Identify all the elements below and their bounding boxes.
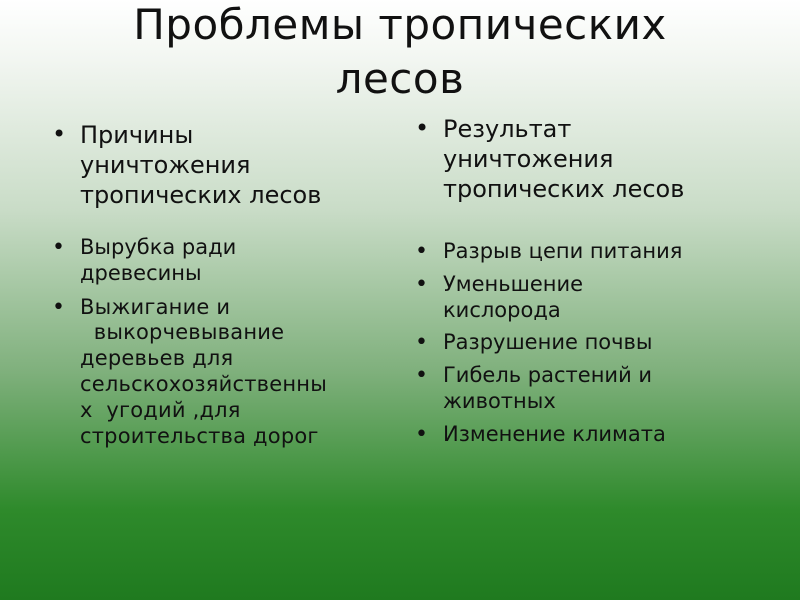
right-column-header — [415, 114, 775, 204]
left-list-item — [52, 295, 402, 450]
bullet-icon: • — [52, 235, 65, 260]
right-column-header-text: Результат уничтожения тропических лесов — [443, 115, 685, 203]
slide-title-line-2: лесов — [335, 53, 465, 103]
right-list-item — [415, 422, 775, 448]
bullet-icon: • — [415, 330, 428, 356]
left-list-item-text: Выжигание и выкорчевывание деревьев для сельскохозяйственны х угодий ,для строительства дорог — [80, 294, 327, 448]
right-list-item — [415, 239, 775, 265]
bullet-icon: • — [415, 363, 428, 389]
right-list-item — [415, 272, 775, 324]
bullet-icon: • — [415, 114, 430, 142]
slide-title — [0, 0, 800, 103]
bullet-icon: • — [52, 120, 67, 148]
right-list-item — [415, 363, 775, 415]
left-column-header — [52, 120, 402, 210]
right-list-item — [415, 330, 775, 356]
slide-title-line-1: Проблемы тропических — [133, 0, 667, 49]
right-list-item-text: Изменение климата — [443, 421, 666, 446]
bullet-icon: • — [415, 239, 428, 264]
bullet-icon: • — [415, 421, 428, 447]
bullet-icon: • — [415, 271, 428, 297]
left-list-item — [52, 235, 402, 287]
left-column — [52, 120, 402, 458]
right-column — [415, 114, 775, 455]
right-list-item-text: Разрыв цепи питания — [443, 239, 683, 263]
right-list-item-text: Гибель растений и животных — [443, 363, 653, 414]
left-list-item-text: Вырубка ради древесины — [80, 235, 237, 285]
left-column-list — [52, 235, 402, 450]
left-column-header-text: Причины уничтожения тропических лесов — [80, 121, 322, 209]
right-list-item-text: Разрушение почвы — [443, 330, 653, 355]
right-column-list — [415, 239, 775, 448]
bullet-icon: • — [52, 294, 65, 320]
right-list-item-text: Уменьшение кислорода — [443, 271, 584, 322]
